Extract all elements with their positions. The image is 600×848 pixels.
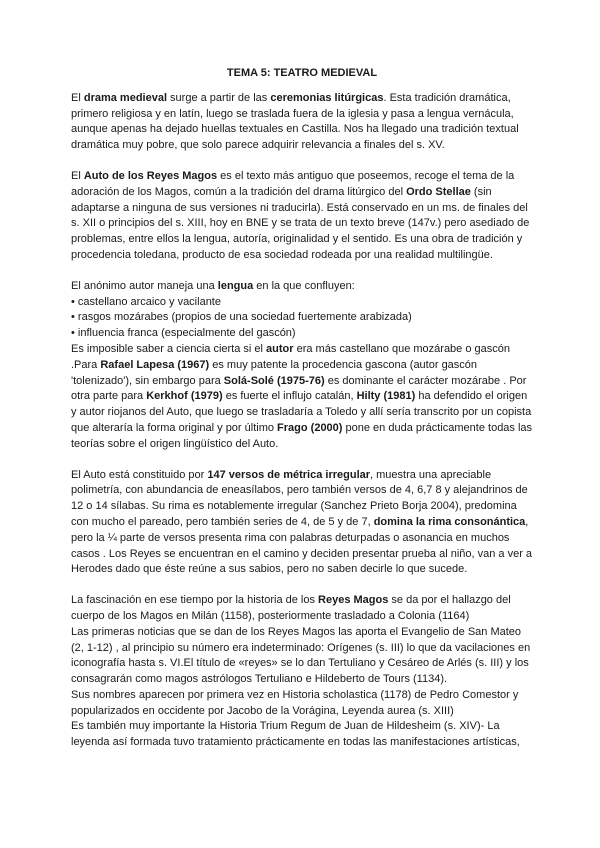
paragraph-lengua-intro — [71, 279, 533, 295]
text-run: . Esta tradición dramática, primero religiosa y en latín, luego se traslada fuera de la iglesia y pasa a lengua vernácula, aunque apenas ha dejado huellas textuales en Castilla. Nos ha llegado una tradición textual dramática muy pobre, que solo parece adquirir relevancia a finales del s. XV. — [71, 91, 519, 152]
text-run: es fuerte el influjo catalán, — [222, 390, 357, 403]
paragraph-autor — [71, 342, 533, 453]
list-item: • influencia franca (especialmente del gascón) — [71, 327, 296, 340]
text-run: es muy patente la procedencia gascona (autor gascón 'tolenizado'), sin embargo para — [71, 358, 478, 387]
text-run: El anónimo autor maneja una — [71, 279, 218, 292]
text-run: Sus nombres aparecen por primera vez en Historia scholastica (1178) de Pedro Comestor y popularizados en occidente por Jacobo de la Vorágina, Leyenda aurea (s. XIII) — [71, 688, 519, 717]
text-run: El — [71, 91, 84, 104]
text-run: es dominante el carácter mozárabe . Por otra parte para — [71, 374, 527, 403]
bold-term: autor — [266, 342, 294, 355]
document-page — [71, 66, 533, 751]
text-run: El Auto está constituido por — [71, 468, 208, 481]
text-run: Es imposible saber a ciencia cierta si el — [71, 342, 267, 355]
bold-term: Ordo Stellae — [406, 185, 471, 198]
paragraph-metrica — [71, 468, 533, 579]
paragraph-fascinacion — [71, 593, 533, 625]
text-run: Es también muy importante la Historia Trium Regum de Juan de Hildesheim (s. XIV)- La leyenda así formada tuvo tratamiento prácticamente en todas las manifestaciones artísticas, — [71, 720, 520, 749]
bold-term: 147 versos de métrica irregular — [207, 468, 371, 481]
text-run: La fascinación en ese tiempo por la historia de los — [71, 594, 319, 607]
bold-term: Auto de los Reyes Magos — [83, 169, 218, 182]
paragraph-nombres — [71, 688, 533, 720]
bold-term: Hilty (1981) — [356, 390, 416, 403]
bold-term: Frago (2000) — [277, 421, 343, 434]
paragraph-primeras-noticias — [71, 625, 533, 688]
bold-term: Reyes Magos — [318, 594, 389, 607]
paragraph-historia-trium-regum — [71, 719, 533, 751]
text-run: , pero la ¼ parte de versos presenta rima con palabras deturpadas o asonancia en muchos casos . Los Reyes se encuentran en el camino y deciden presentar prueba al niño, van a ver a Herodes dado que éste reúne a sus sabios, pero no saben decirle lo que sucede. — [71, 515, 533, 576]
paragraph-drama-medieval — [71, 91, 533, 154]
page-title: TEMA 5: TEATRO MEDIEVAL — [226, 67, 378, 79]
list-item: • castellano arcaico y vacilante — [71, 295, 221, 308]
text-run: , muestra una apreciable polimetría, con abundancia de eneasílabos, pero también versos de 4, 6,7 8 y alejandrinos de 12 o 14 sílabas. Su rima es notablemente irregular (Sanchez Prieto Borja 2004), predomina con mucho el pareado, pero también series de 4, de 5 y de 7, — [71, 468, 528, 528]
bold-term: Solá-Solé (1975-76) — [223, 374, 325, 387]
bold-term: Rafael Lapesa (1967) — [100, 358, 210, 371]
text-run: pone en duda prácticamente todas las teorías sobre el origen lingüístico del Auto. — [71, 421, 533, 450]
list-item: • rasgos mozárabes (propios de una sociedad fuertemente arabizada) — [71, 311, 412, 324]
text-run: Las primeras noticias que se dan de los Reyes Magos las aporta el Evangelio de San Mateo (2, 1-12) , al principio su número era indeterminado: Orígenes (s. III) lo que da vacilaciones en iconografía hasta s. VI.El título de «reyes» se lo dan Tertuliano y Cesáreo de Arlés (s. III) y los consagrarán como magos astrólogos Tertuliano e Hildeberto de Tours (1134). — [71, 625, 531, 686]
text-run: era más castellano que mozárabe o gascón .Para — [71, 342, 510, 371]
text-run: El — [71, 169, 84, 182]
bold-term: drama medieval — [83, 91, 167, 104]
text-run: ha defendido el origen y autor riojanos del Auto, que luego se trasladaría a Toledo y allí sería transcrito por un copista que alteraría la forma original y por último — [71, 390, 532, 434]
bold-term: lengua — [217, 279, 254, 292]
text-run: se da por el hallazgo del cuerpo de los Magos en Milán (1158), posteriormente trasladado a Colonia (1164) — [71, 594, 511, 622]
bold-term: domina la rima consonántica — [373, 515, 526, 528]
text-run: es el texto más antiguo que poseemos, recoge el tema de la adoración de los Magos, común a la tradición del drama litúrgico del — [71, 169, 515, 198]
paragraph-auto-reyes-magos — [71, 169, 533, 264]
text-run: (sin adaptarse a ninguna de sus versiones ni traducirla). Está conservado en un ms. de finales del s. XII o principios del s. XIII, hoy en BNE y se trata de un texto breve (147v.) pero asediado de problemas, entre ellos la lengua, autoría, originalidad y el sentido. Es una obra de tradición y procedencia toledana, producto de esa sociedad rodeada por una realidad multilingüe. — [71, 185, 530, 261]
text-run: en la que confluyen: — [253, 279, 355, 292]
bold-term: Kerkhof (1979) — [146, 390, 223, 403]
text-run: surge a partir de las — [167, 91, 271, 104]
bold-term: ceremonias litúrgicas — [270, 91, 384, 104]
